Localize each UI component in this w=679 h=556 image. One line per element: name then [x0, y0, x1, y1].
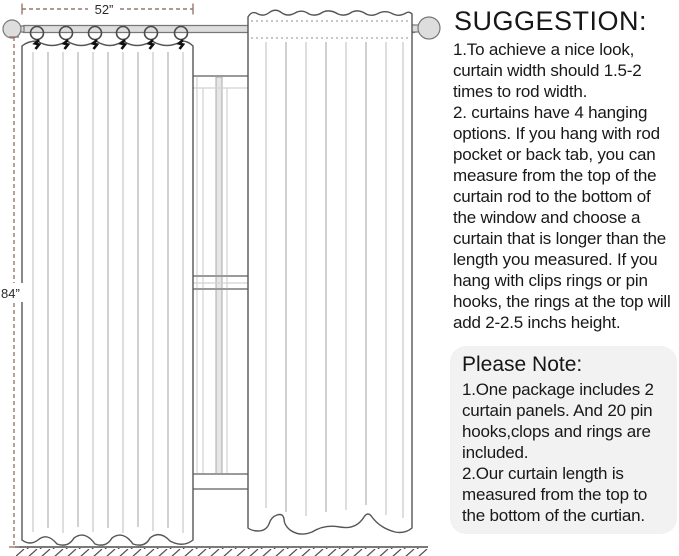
right-finial-icon: [418, 17, 440, 39]
note-title: Please Note:: [462, 353, 583, 376]
suggestion-item-2: 2. curtains have 4 hanging options. If you hang with rod pocket or back tab, you can measure from the top of the curtain rod to the bottom of the window and choose a curtain that is longer than the length you measured. If you hang with clips rings or pin hooks, the rings at the top will add 2-2.5 inchs height.: [453, 103, 671, 332]
left-finial-icon: [3, 20, 21, 38]
suggestion-item-1: 1.To achieve a nice look, curtain width should 1.5-2 times to rod width.: [453, 40, 642, 101]
floor: [15, 547, 428, 556]
left-curtain-panel: [22, 41, 193, 545]
info-panel: [450, 6, 677, 534]
note-item-2: 2.Our curtain length is measured from the top to the bottom of the curtian.: [462, 464, 648, 525]
height-label: 84”: [1, 286, 20, 301]
right-curtain-panel: [248, 10, 412, 534]
note-item-1: 1.One package includes 2 curtain panels. And 20 pin hooks,clops and rings are included.: [462, 380, 654, 462]
suggestion-title: SUGGESTION:: [454, 6, 648, 36]
width-measurement: [22, 0, 193, 17]
note-box: [450, 346, 677, 534]
width-label: 52”: [94, 2, 114, 17]
floor-hatching: [16, 548, 428, 556]
